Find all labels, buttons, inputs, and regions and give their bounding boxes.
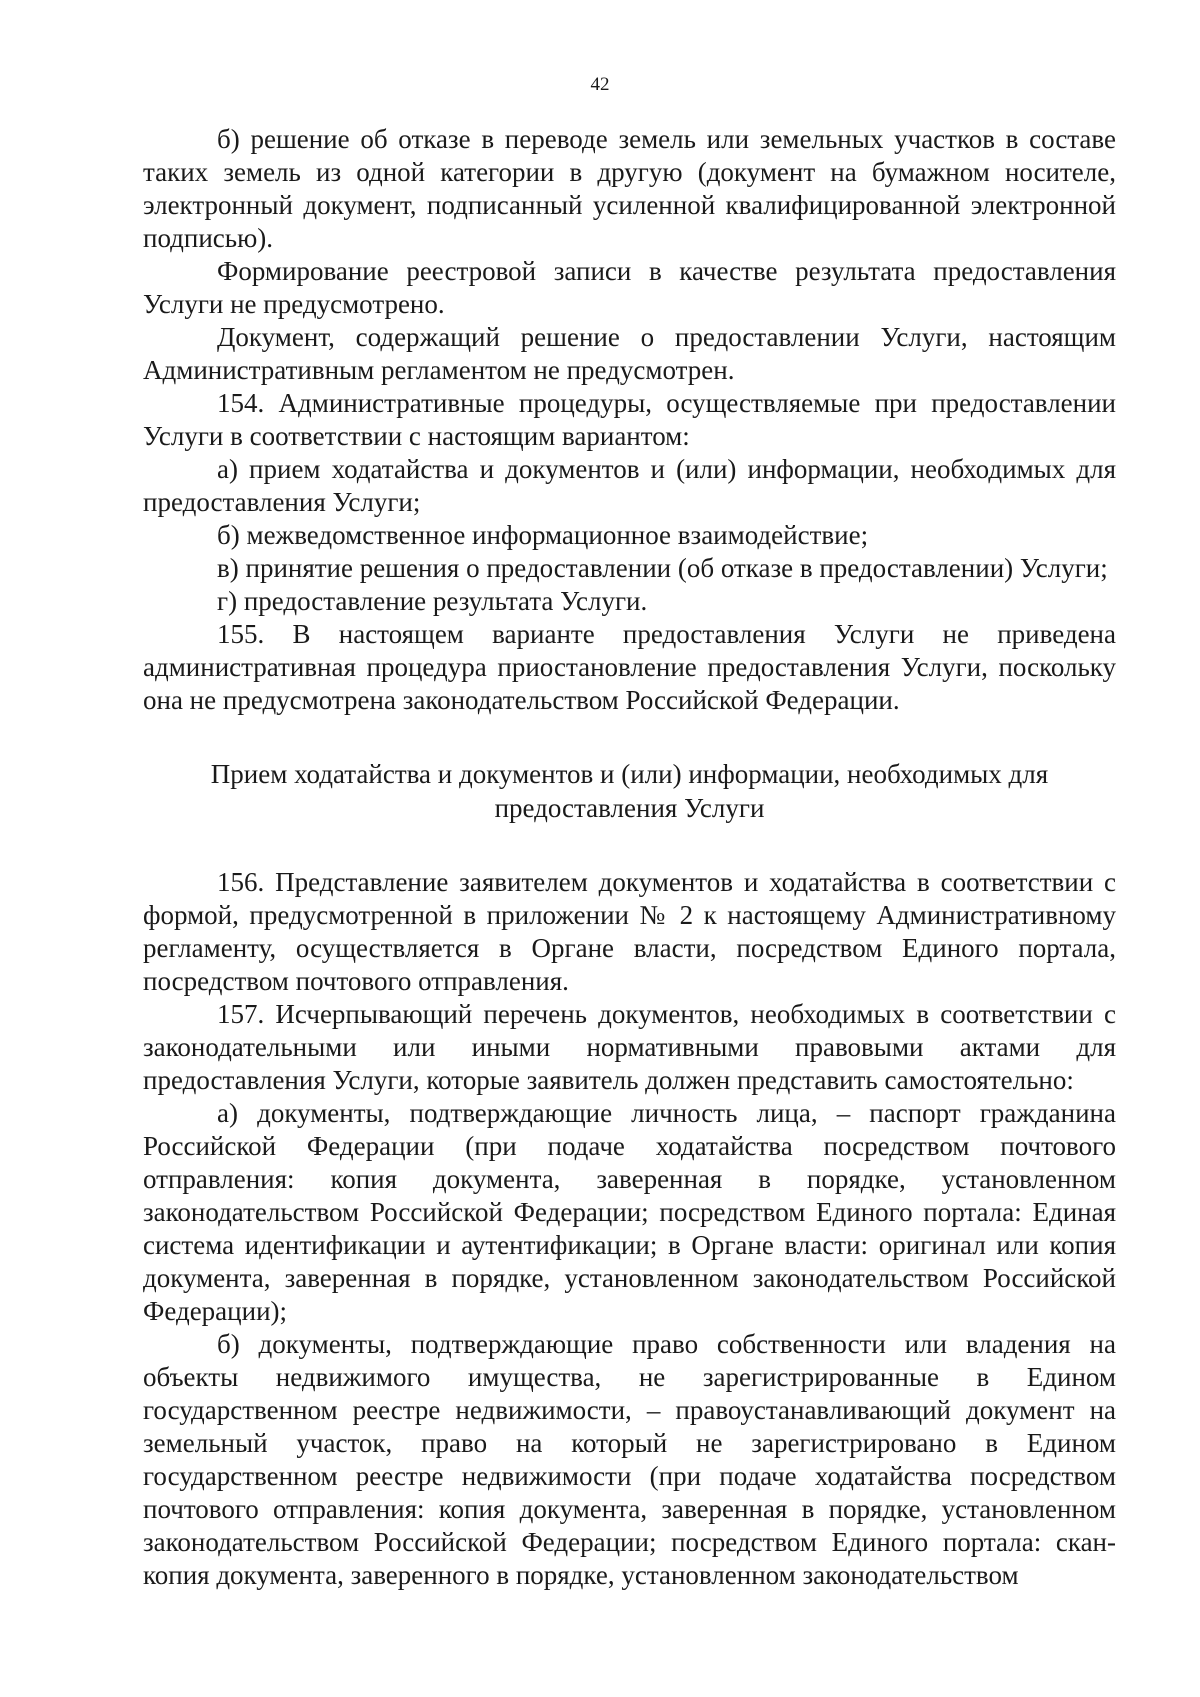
paragraph-154: 154. Административные процедуры, осуществляемые при предоставлении Услуги в соответствии с настоящим вариантом: [143,388,1116,451]
paragraph-154-a: а) прием ходатайства и документов и (или) информации, необходимых для предоставления Услуги; [143,454,1116,517]
paragraph-157-a: а) документы, подтверждающие личность лица, – паспорт гражданина Российской Федерации (при подаче ходатайства посредством почтового отправления: копия документа, заверенная в порядке, установленном законодательством Российской Федерации; посредством Единого портала: Единая система идентификации и аутентификации; в Органе власти: оригинал или копия документа, заверенная в порядке, установленном законодательством Российской Федерации); [143,1098,1116,1326]
paragraph-154-b: б) межведомственное информационное взаимодействие; [217,520,869,550]
paragraph-156: 156. Представление заявителем документов и ходатайства в соответствии с формой, предусмотренной в приложении № 2 к настоящему Административному регламенту, осуществляется в Органе власти, посредством Единого портала, посредством почтового отправления. [143,867,1116,996]
paragraph-registry-record: Формирование реестровой записи в качестве результата предоставления Услуги не предусмотрено. [143,256,1116,319]
page-number: 42 [590,74,610,95]
paragraph-157-b: б) документы, подтверждающие право собственности или владения на объекты недвижимого имущества, не зарегистрированные в Едином государственном реестре недвижимости, – правоустанавливающий документ на земельный участок, право на который не зарегистрировано в Едином государственном реестре недвижимости (при подаче ходатайства посредством почтового отправления: копия документа, заверенная в порядке, установленном законодательством Российской Федерации; посредством Единого портала: скан-копия документа, заверенного в порядке, установленном законодательством [143,1329,1116,1590]
paragraph-155: 155. В настоящем варианте предоставления Услуги не приведена административная процедура приостановление предоставления Услуги, поскольку она не предусмотрена законодательством Российской Федерации. [143,619,1116,715]
document-body [143,123,1116,1592]
section-heading: Прием ходатайства и документов и (или) информации, необходимых для предоставления Услуги [210,759,1049,823]
paragraph-decision-refusal: б) решение об отказе в переводе земель или земельных участков в составе таких земель из одной категории в другую (документ на бумажном носителе, электронный документ, подписанный усиленной квалифицированной электронной подписью). [143,124,1116,253]
paragraph-154-g: г) предоставление результата Услуги. [217,586,648,616]
paragraph-154-v: в) принятие решения о предоставлении (об отказе в предоставлении) Услуги; [217,553,1108,583]
paragraph-157: 157. Исчерпывающий перечень документов, необходимых в соответствии с законодательными или иными нормативными правовыми актами для предоставления Услуги, которые заявитель должен представить самостоятельно: [143,999,1116,1095]
paragraph-decision-document: Документ, содержащий решение о предоставлении Услуги, настоящим Административным регламентом не предусмотрен. [143,322,1116,385]
